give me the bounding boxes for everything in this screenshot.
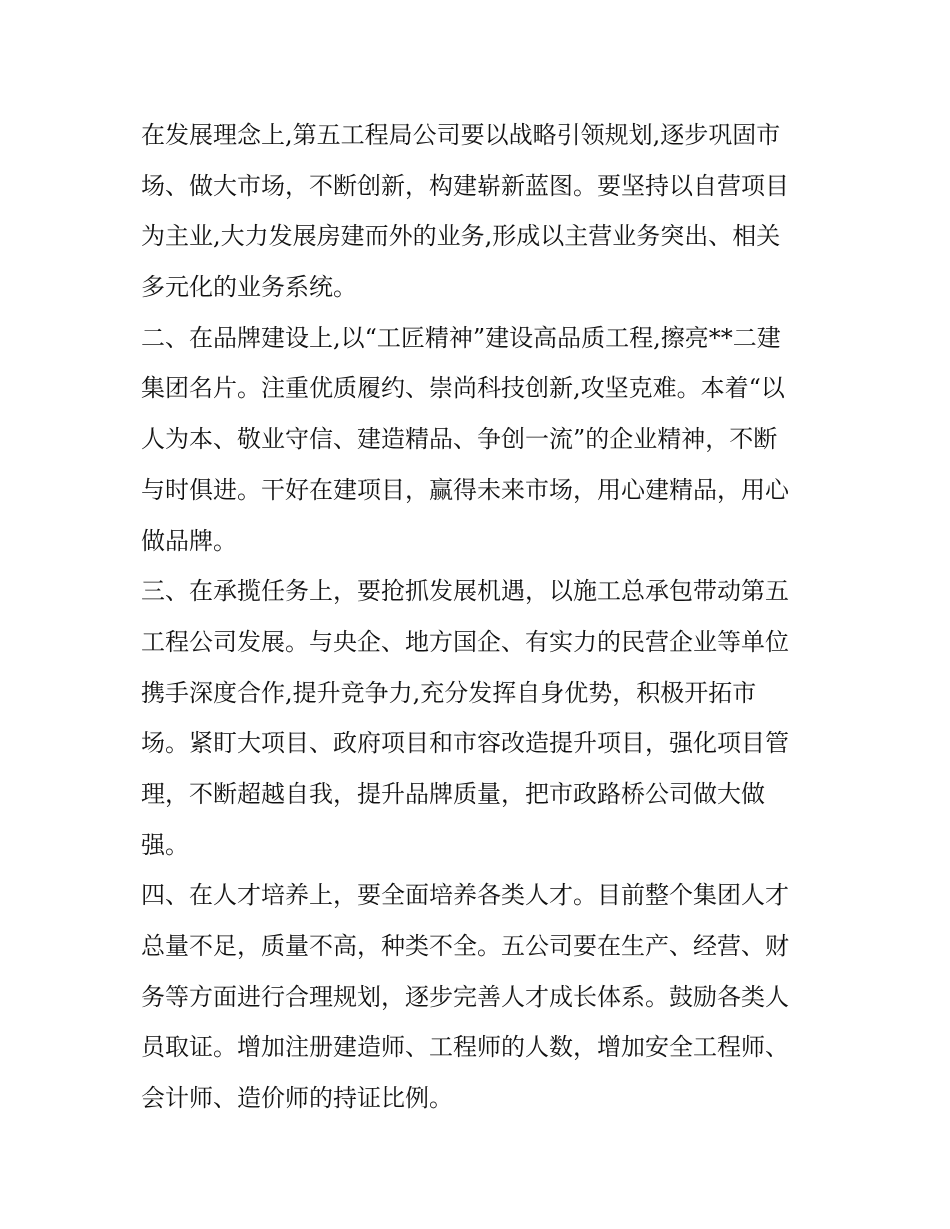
- text-line: 四、在人才培养上，要全面培养各类人才。目前整个集团人才: [141, 881, 789, 910]
- text-line: 总量不足，质量不高，种类不全。五公司要在生产、经营、财: [141, 932, 789, 960]
- text-line: 员取证。增加注册建造师、工程师的人数，增加安全工程师、: [141, 1033, 789, 1062]
- text-line: 工程公司发展。与央企、地方国企、有实力的民营企业等单位: [141, 627, 789, 656]
- body-text: [141, 110, 831, 1124]
- text-line: 多元化的业务系统。: [141, 273, 357, 302]
- text-line: 携手深度合作,提升竞争力,充分发挥自身优势，积极开拓市: [141, 678, 757, 707]
- text-line: 在发展理念上,第五工程局公司要以战略引领规划,逐步巩固市: [141, 121, 781, 149]
- text-line: 会计师、造价师的持证比例。: [141, 1084, 453, 1113]
- text-line: 集团名片。注重优质履约、崇尚科技创新,攻坚克难。本着“以: [141, 374, 785, 403]
- text-line: 场。紧盯大项目、政府项目和市容改造提升项目，强化项目管: [141, 729, 789, 758]
- text-line: 做品牌。: [141, 526, 237, 555]
- text-line: 强。: [141, 830, 189, 859]
- text-line: 场、做大市场，不断创新，构建崭新蓝图。要坚持以自营项目: [141, 171, 789, 200]
- text-line: 与时俱进。干好在建项目，赢得未来市场，用心建精品，用心: [141, 475, 789, 504]
- text-line: 务等方面进行合理规划，逐步完善人才成长体系。鼓励各类人: [141, 982, 789, 1011]
- text-line: 理，不断超越自我，提升品牌质量，把市政路桥公司做大做: [141, 779, 765, 808]
- text-line: 三、在承揽任务上，要抢抓发展机遇，以施工总承包带动第五: [141, 577, 789, 606]
- text-line: 人为本、敬业守信、建造精品、争创一流”的企业精神，不断: [141, 425, 778, 454]
- text-line: 二、在品牌建设上,以“工匠精神”建设高品质工程,擦亮**二建: [141, 323, 781, 352]
- text-line: 为主业,大力发展房建而外的业务,形成以主营业务突出、相关: [141, 222, 781, 251]
